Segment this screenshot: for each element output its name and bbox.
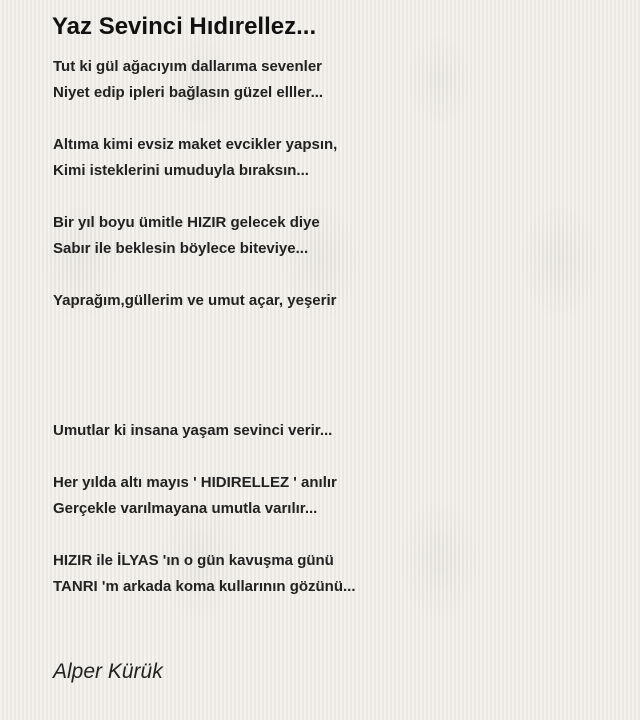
poem-line: Kimi isteklerini umuduyla bıraksın... bbox=[53, 162, 309, 179]
poem-line: Altıma kimi evsiz maket evcikler yapsın, bbox=[53, 136, 338, 153]
poem-line: TANRI 'm arkada koma kullarının gözünü... bbox=[53, 578, 356, 595]
poem-line: Bir yıl boyu ümitle HIZIR gelecek diye bbox=[53, 214, 320, 231]
poem-line: Her yılda altı mayıs ' HIDIRELLEZ ' anılır bbox=[53, 474, 337, 491]
stanza-2 bbox=[53, 132, 613, 184]
poem-line: Yaprağım,güllerim ve umut açar, yeşerir bbox=[53, 292, 337, 309]
poem-line: Umutlar ki insana yaşam sevinci verir... bbox=[53, 422, 333, 439]
poem-author: Alper Kürük bbox=[53, 660, 163, 683]
stanza-7 bbox=[53, 548, 613, 600]
stanza-5 bbox=[53, 418, 613, 444]
poem-body bbox=[53, 54, 613, 626]
poem-line: Gerçekle varılmayana umutla varılır... bbox=[53, 500, 318, 517]
stanza-6 bbox=[53, 470, 613, 522]
poem-line: HIZIR ile İLYAS 'ın o gün kavuşma günü bbox=[53, 552, 334, 569]
poem-title: Yaz Sevinci Hıdırellez... bbox=[52, 13, 317, 40]
poem-line: Niyet edip ipleri bağlasın güzel elller... bbox=[53, 84, 324, 101]
stanza-1 bbox=[53, 54, 613, 106]
poem-line: Sabır ile beklesin böylece biteviye... bbox=[53, 240, 309, 257]
stanza-3 bbox=[53, 210, 613, 262]
stanza-4 bbox=[53, 288, 613, 314]
poem-line: Tut ki gül ağacıyım dallarıma sevenler bbox=[53, 58, 322, 75]
